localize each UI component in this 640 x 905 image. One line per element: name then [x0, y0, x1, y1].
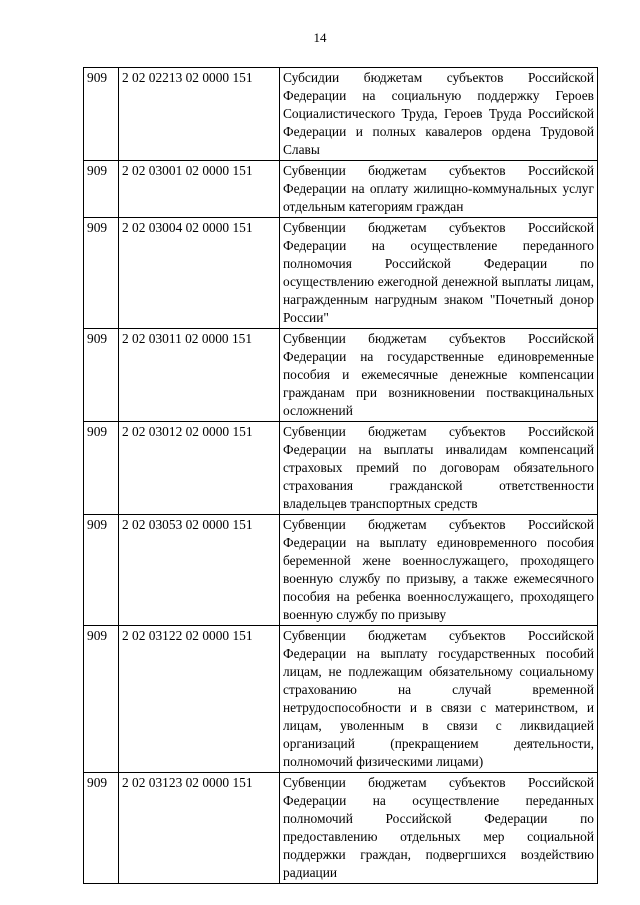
- admin-code-cell: 909: [84, 515, 119, 626]
- description-cell: Субвенции бюджетам субъектов Российской Федерации на выплату единовременного пособия беременной жене военнослужащего, проходящего военную службу по призыву, а также ежемесячного пособия на ребенка военнослужащего, проходящего военную службу по призыву: [280, 515, 598, 626]
- table-row: [84, 68, 598, 161]
- admin-code-cell: 909: [84, 773, 119, 884]
- budget-code-cell: 2 02 03001 02 0000 151: [119, 161, 280, 218]
- description-cell: Субсидии бюджетам субъектов Российской Федерации на социальную поддержку Героев Социалистического Труда, Героев Труда Российской Федерации и полных кавалеров ордена Трудовой Славы: [280, 68, 598, 161]
- description-cell: Субвенции бюджетам субъектов Российской Федерации на осуществление переданных полномочий Российской Федерации по предоставлению отдельных мер социальной поддержки граждан, подвергшихся воздействию радиации: [280, 773, 598, 884]
- admin-code-cell: 909: [84, 626, 119, 773]
- budget-code-cell: 2 02 03011 02 0000 151: [119, 329, 280, 422]
- table-row: [84, 329, 598, 422]
- table-row: [84, 773, 598, 884]
- admin-code-cell: 909: [84, 161, 119, 218]
- budget-code-cell: 2 02 03004 02 0000 151: [119, 218, 280, 329]
- description-cell: Субвенции бюджетам субъектов Российской Федерации на осуществление переданного полномочия Российской Федерации по осуществлению ежегодной денежной выплаты лицам, награжденным нагрудным знаком "Почетный донор России": [280, 218, 598, 329]
- description-cell: Субвенции бюджетам субъектов Российской Федерации на государственные единовременные пособия и ежемесячные денежные компенсации гражданам при возникновении поствакцинальных осложнений: [280, 329, 598, 422]
- admin-code-cell: 909: [84, 68, 119, 161]
- description-cell: Субвенции бюджетам субъектов Российской Федерации на оплату жилищно-коммунальных услуг отдельным категориям граждан: [280, 161, 598, 218]
- table-row: [84, 161, 598, 218]
- description-cell: Субвенции бюджетам субъектов Российской Федерации на выплату государственных пособий лицам, не подлежащим обязательному социальному страхованию на случай временной нетрудоспособности и в связи с материнством, и лицам, уволенным в связи с ликвидацией организаций (прекращением деятельности, полномочий физическими лицами): [280, 626, 598, 773]
- admin-code-cell: 909: [84, 218, 119, 329]
- page-number: 14: [313, 30, 327, 45]
- budget-code-cell: 2 02 02213 02 0000 151: [119, 68, 280, 161]
- budget-code-cell: 2 02 03012 02 0000 151: [119, 422, 280, 515]
- admin-code-cell: 909: [84, 329, 119, 422]
- budget-code-cell: 2 02 03122 02 0000 151: [119, 626, 280, 773]
- description-cell: Субвенции бюджетам субъектов Российской Федерации на выплаты инвалидам компенсаций страховых премий по договорам обязательного страхования гражданской ответственности владельцев транспортных средств: [280, 422, 598, 515]
- budget-classification-table: [83, 67, 598, 884]
- budget-code-cell: 2 02 03123 02 0000 151: [119, 773, 280, 884]
- table-row: [84, 422, 598, 515]
- admin-code-cell: 909: [84, 422, 119, 515]
- budget-code-cell: 2 02 03053 02 0000 151: [119, 515, 280, 626]
- table-row: [84, 218, 598, 329]
- table-row: [84, 626, 598, 773]
- table-row: [84, 515, 598, 626]
